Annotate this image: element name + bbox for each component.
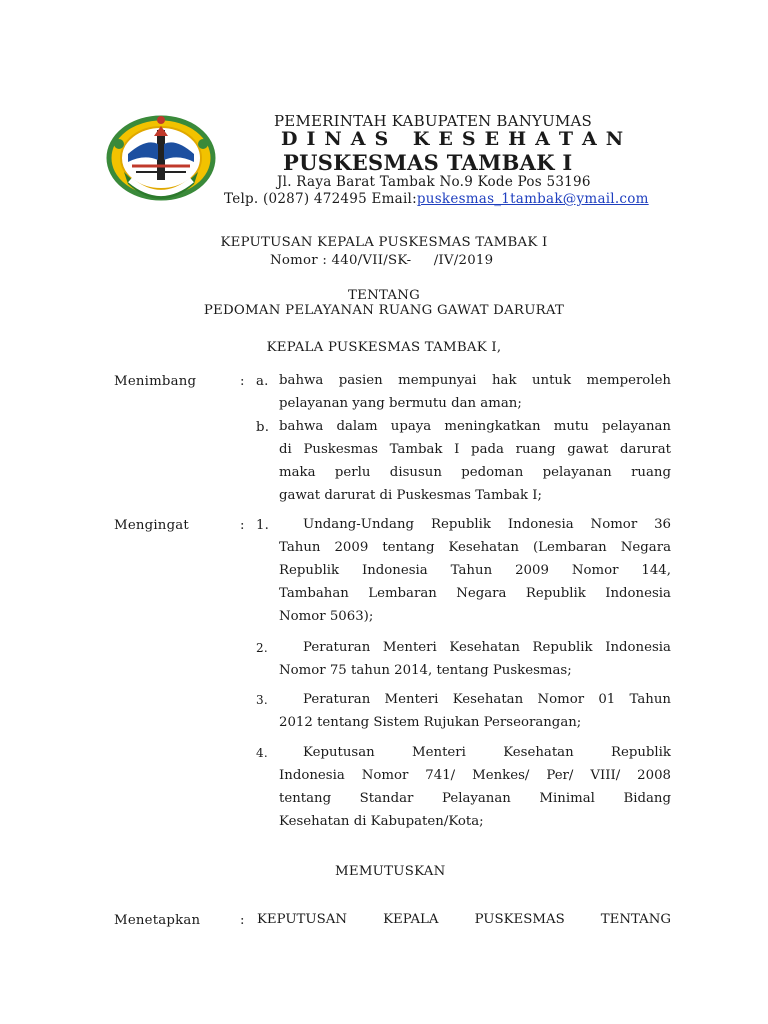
menetapkan-label: Menetapkan	[114, 913, 201, 928]
menetapkan-colon: :	[240, 913, 245, 928]
menimbang-marker-b: b.	[256, 420, 270, 435]
dept-name: D I N A S K E S E H A T A N	[281, 128, 625, 150]
list-item-first-line: Keputusan Menteri Kesehatan Republik	[303, 745, 671, 760]
menimbang-marker-a: a.	[256, 374, 269, 389]
phone-text: Telp. (0287) 472495 Email:	[224, 191, 417, 207]
org-name: PUSKESMAS TAMBAK I	[283, 150, 573, 175]
menetapkan-text	[257, 908, 671, 931]
list-item-line: maka perlu disusun pedoman pelayanan ruang	[279, 465, 671, 480]
mengingat-marker-1: 1.	[256, 518, 270, 533]
gov-name: PEMERINTAH KABUPATEN BANYUMAS	[274, 112, 593, 130]
list-item-first-line: Peraturan Menteri Kesehatan Nomor 01 Tahun	[303, 692, 671, 707]
memutuskan-heading: MEMUTUSKAN	[335, 864, 446, 879]
list-item-first-line: Peraturan Menteri Kesehatan Republik Indonesia	[303, 640, 671, 655]
mengingat-label: Mengingat	[114, 518, 189, 533]
list-item-line: Kesehatan di Kabupaten/Kota;	[279, 814, 484, 829]
list-item-line: Nomor 75 tahun 2014, tentang Puskesmas;	[279, 663, 572, 678]
mengingat-item-2	[279, 636, 671, 682]
menimbang-label: Menimbang	[114, 374, 197, 389]
mengingat-marker-4: 4.	[256, 746, 268, 760]
list-item-line: Indonesia Nomor 741/ Menkes/ Per/ VIII/ 2008	[279, 768, 671, 783]
regency-logo	[106, 114, 216, 206]
decree-number: Nomor : 440/VII/SK- /IV/2019	[270, 253, 494, 268]
list-item-line: bahwa pasien mempunyai hak untuk memperoleh	[279, 373, 671, 388]
mengingat-colon: :	[240, 518, 245, 533]
decree-title: KEPUTUSAN KEPALA PUSKESMAS TAMBAK I	[220, 235, 548, 250]
mengingat-marker-2: 2.	[256, 641, 268, 655]
about-label: TENTANG	[348, 288, 420, 303]
mengingat-item-4	[279, 741, 671, 833]
menetapkan-line: KEPUTUSAN KEPALA PUSKESMAS TENTANG	[257, 912, 671, 927]
menimbang-item-a	[279, 369, 671, 415]
address: Jl. Raya Barat Tambak No.9 Kode Pos 53196	[277, 174, 591, 190]
mengingat-item-1	[279, 513, 671, 628]
list-item-line: Tambahan Lembaran Negara Republik Indonesia	[279, 586, 671, 601]
list-item-first-line: Undang-Undang Republik Indonesia Nomor 36	[303, 517, 671, 532]
menimbang-item-b	[279, 415, 671, 507]
menimbang-colon: :	[240, 374, 245, 389]
list-item-line: Republik Indonesia Tahun 2009 Nomor 144,	[279, 563, 671, 578]
list-item-line: Nomor 5063);	[279, 609, 374, 624]
list-item-line: 2012 tentang Sistem Rujukan Perseorangan;	[279, 715, 582, 730]
banyumas-emblem-icon	[106, 114, 216, 206]
contact-line	[224, 191, 649, 207]
list-item-line: gawat darurat di Puskesmas Tambak I;	[279, 488, 543, 503]
list-item-line: tentang Standar Pelayanan Minimal Bidang	[279, 791, 671, 806]
list-item-line: Tahun 2009 tentang Kesehatan (Lembaran Negara	[279, 540, 671, 555]
list-item-line: di Puskesmas Tambak I pada ruang gawat darurat	[279, 442, 671, 457]
list-item-line: pelayanan yang bermutu dan aman;	[279, 396, 522, 411]
about-title: PEDOMAN PELAYANAN RUANG GAWAT DARURAT	[203, 303, 565, 318]
email-link[interactable]: puskesmas_1tambak@ymail.com	[416, 191, 649, 207]
mengingat-marker-3: 3.	[256, 693, 268, 707]
list-item-line: bahwa dalam upaya meningkatkan mutu pelayanan	[279, 419, 671, 434]
mengingat-item-3	[279, 688, 671, 734]
authority: KEPALA PUSKESMAS TAMBAK I,	[266, 340, 502, 355]
